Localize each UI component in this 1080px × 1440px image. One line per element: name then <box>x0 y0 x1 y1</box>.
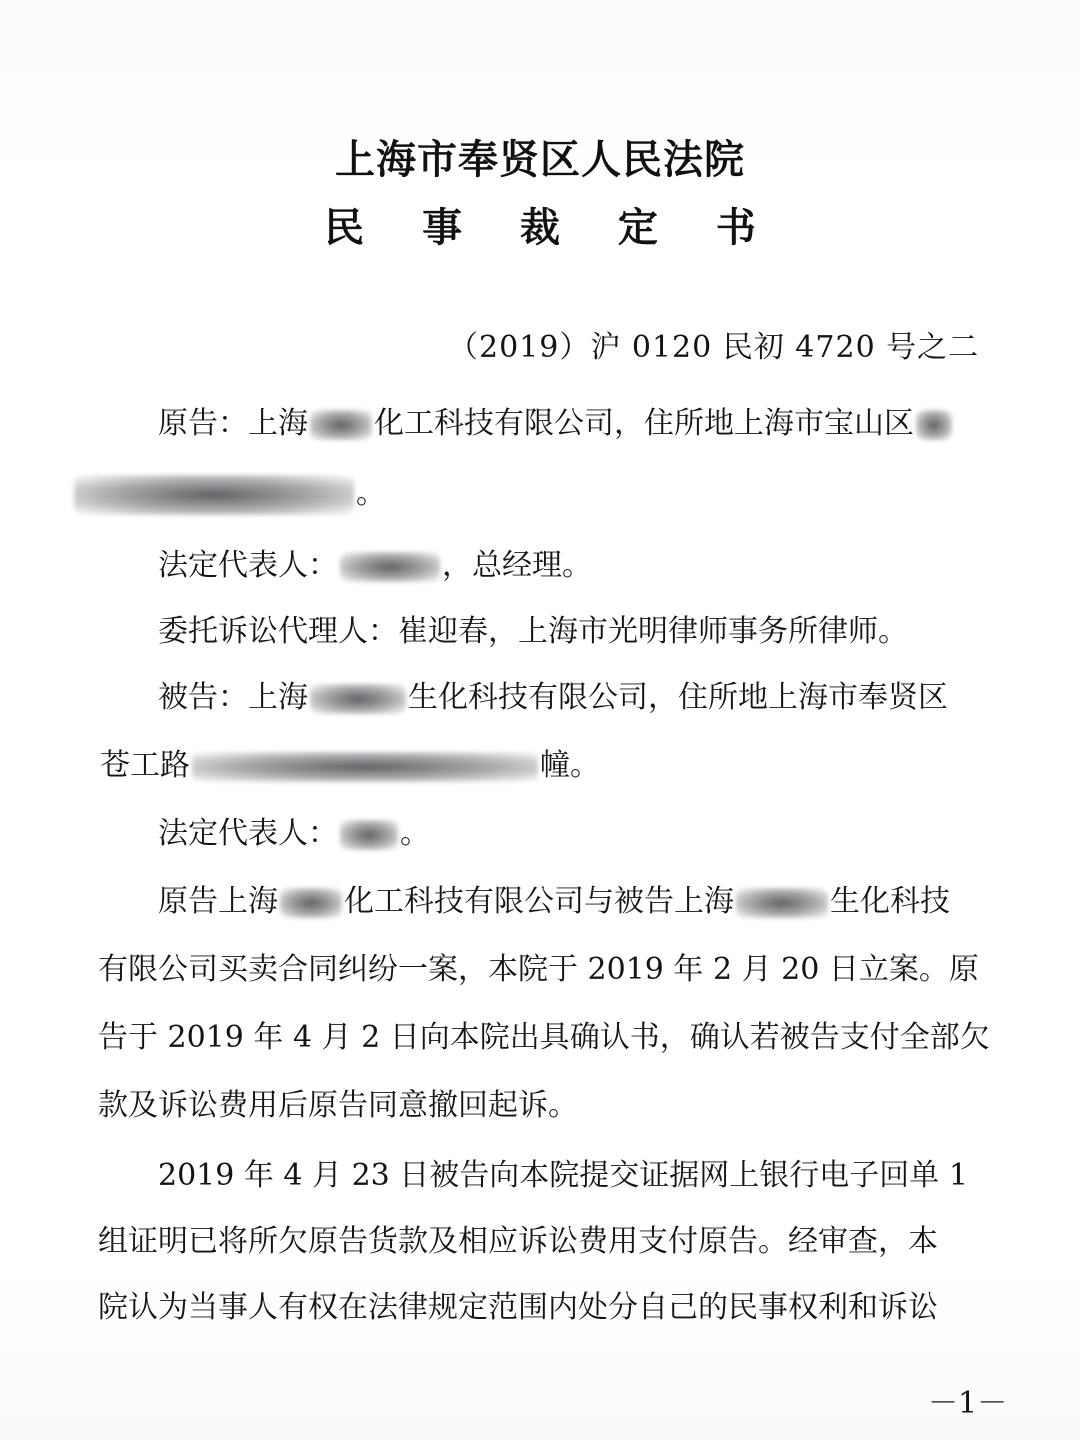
plaintiff-address-end: 。 <box>356 476 386 511</box>
defendant-text: 生化科技有限公司，住所地上海市奉贤区 <box>408 680 948 715</box>
redaction-block <box>340 820 398 850</box>
paragraph-1-line-3: 告于 2019 年 4 月 2 日向本院出具确认书，确认若被告支付全部欠 <box>98 1020 990 1055</box>
redaction-block <box>340 552 440 582</box>
representative-title: ，总经理。 <box>442 548 592 583</box>
representative-end: 。 <box>400 816 430 851</box>
plaintiff-line-2 <box>72 474 386 515</box>
body-text: 化工科技有限公司与被告上海 <box>344 884 734 919</box>
defendant-building: 幢。 <box>540 748 600 783</box>
defendant-line-1 <box>158 678 948 718</box>
paragraph-1-line-4: 款及诉讼费用后原告同意撤回起诉。 <box>98 1088 578 1123</box>
paragraph-1-line-1 <box>158 882 950 922</box>
defendant-road: 苍工路 <box>100 748 190 783</box>
defendant-representative <box>158 814 430 854</box>
court-name: 上海市奉贤区人民法院 <box>335 136 745 183</box>
redaction-block <box>192 752 538 782</box>
paragraph-1-line-2: 有限公司买卖合同纠纷一案，本院于 2019 年 2 月 20 日立案。原 <box>98 952 979 987</box>
redaction-block <box>280 888 342 918</box>
paragraph-2-line-1: 2019 年 4 月 23 日被告向本院提交证据网上银行电子回单 1 <box>158 1158 968 1193</box>
defendant-line-2 <box>100 746 600 786</box>
plaintiff-label: 原告：上海 <box>158 406 308 441</box>
redaction-block <box>310 684 406 714</box>
plaintiff-text: 化工科技有限公司，住所地上海市宝山区 <box>374 406 914 441</box>
paragraph-2-line-2: 组证明已将所欠原告货款及相应诉讼费用支付原告。经审查，本 <box>98 1224 938 1259</box>
paragraph-2-line-3: 院认为当事人有权在法律规定范围内处分自己的民事权利和诉讼 <box>98 1290 938 1325</box>
page-number: －1－ <box>928 1386 1008 1421</box>
redaction-block <box>736 888 828 918</box>
document-type: 民 事 裁 定 书 <box>324 204 778 251</box>
redaction-block <box>74 475 354 515</box>
plaintiff-line-1 <box>158 404 954 444</box>
redaction-block <box>310 410 372 440</box>
redaction-block <box>916 410 952 440</box>
representative-label: 法定代表人： <box>158 548 338 583</box>
body-text: 生化科技 <box>830 884 950 919</box>
body-text: 原告上海 <box>158 884 278 919</box>
plaintiff-representative <box>158 546 592 586</box>
case-number: （2019）沪 0120 民初 4720 号之二 <box>448 330 980 365</box>
bleed-through-mark <box>619 748 629 778</box>
representative-label: 法定代表人： <box>158 816 338 851</box>
defendant-label: 被告：上海 <box>158 680 308 715</box>
agent-line: 委托诉讼代理人：崔迎春，上海市光明律师事务所律师。 <box>158 614 908 649</box>
